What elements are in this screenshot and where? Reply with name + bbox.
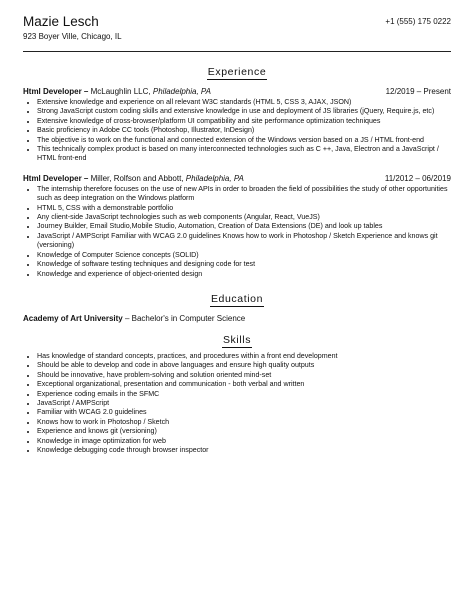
skills-heading: Skills: [222, 333, 252, 346]
school-name: Academy of Art University: [23, 313, 123, 323]
list-item: • The internship therefore focuses on the use of new APIs in order to broaden the field of possibilities the study of other opportunities such as deep integration on the Windows platform: [37, 185, 451, 204]
job-entry: [23, 174, 451, 279]
list-item: • Knowledge of software testing techniques and designing code for test: [37, 260, 451, 269]
experience-heading: Experience: [207, 66, 267, 78]
list-item: • Knowledge and experience of object-oriented design: [37, 270, 451, 279]
job-title: Html Developer –: [23, 87, 89, 96]
job-dates: 12/2019 – Present: [385, 87, 451, 96]
job-bullets: [23, 185, 451, 279]
list-item: • Knows how to work in Photoshop / Sketch: [37, 418, 451, 427]
job-header: [23, 174, 451, 184]
job-company: McLaughlin LLC,: [90, 87, 151, 96]
job-dates: 11/2012 – 06/2019: [384, 173, 451, 183]
list-item: • Basic proficiency in Adobe CC tools (Photoshop, Illustrator, InDesign): [37, 126, 451, 135]
list-item: • Familiar with WCAG 2.0 guidelines: [37, 408, 451, 417]
list-item: • Exceptional organizational, presentation and communication - both verbal and written: [37, 380, 451, 389]
list-item: • Knowledge of Computer Science concepts (SOLID): [37, 251, 451, 260]
list-item: • Should be able to develop and code in above languages and ensure high quality outputs: [37, 361, 451, 370]
list-item: • Journey Builder, Email Studio,Mobile Studio, Automation, Creation of Data Extensions (DE) and look up tables: [37, 222, 451, 231]
education-heading: Education: [210, 292, 264, 305]
list-item: • Any client-side JavaScript technologies such as web components (Angular, React, VueJS): [37, 213, 451, 222]
job-location: Philadelphia, PA: [152, 87, 211, 96]
skills-list: [23, 352, 451, 455]
job-bullets: [23, 98, 451, 164]
list-item: • Experience coding emails in the SFMC: [37, 390, 451, 399]
job-title: Html Developer –: [23, 173, 89, 183]
list-item: • Has knowledge of standard concepts, practices, and procedures within a front end development: [37, 352, 451, 361]
list-item: • HTML 5, CSS with a demonstrable portfolio: [37, 204, 451, 213]
job-header: [23, 87, 451, 97]
job-entry: [23, 87, 451, 164]
list-item: • The objective is to work on the functional and connected extension of the Windows version based on a JS / HTML front-end: [37, 136, 451, 145]
job-location: Philadelphia, PA: [185, 173, 244, 183]
list-item: • Experience and knows git (versioning): [37, 427, 451, 436]
list-item: • Extensive knowledge and experience on all relevant W3C standards (HTML 5, CSS 3, AJAX, JSON): [37, 98, 451, 107]
degree: – Bachelor's in Computer Science: [124, 313, 246, 323]
list-item: • Knowledge debugging code through browser inspector: [37, 446, 451, 455]
candidate-name: Mazie Lesch: [23, 14, 99, 29]
job-company: Miller, Rolfson and Abbott,: [90, 173, 184, 183]
list-item: • Should be innovative, have problem-solving and solution oriented mind-set: [37, 371, 451, 380]
education-entry: [23, 314, 451, 324]
resume-header: [23, 14, 451, 30]
phone-number: +1 (555) 175 0222: [385, 17, 451, 26]
list-item: • This technically complex product is based on many interconnected technologies such as C ++, Java, Electron and a JavaScript / HTML front-end: [37, 145, 451, 164]
address: 923 Boyer Ville, Chicago, IL: [23, 32, 122, 41]
list-item: • Extensive knowledge of cross-browser/platform UI compatibility and site performance optimization techniques: [37, 117, 451, 126]
header-divider: [23, 51, 451, 52]
list-item: • Strong JavaScript custom coding skills and extensive knowledge in use and deployment of JS libraries (jQuery, Require.js, etc): [37, 107, 451, 116]
list-item: • Knowledge in image optimization for web: [37, 437, 451, 446]
list-item: • JavaScript / AMPScript: [37, 399, 451, 408]
list-item: • JavaScript / AMPScript Familiar with WCAG 2.0 guidelines Knows how to work in Photoshop / Sketch Experience and knows git (versioning): [37, 232, 451, 251]
